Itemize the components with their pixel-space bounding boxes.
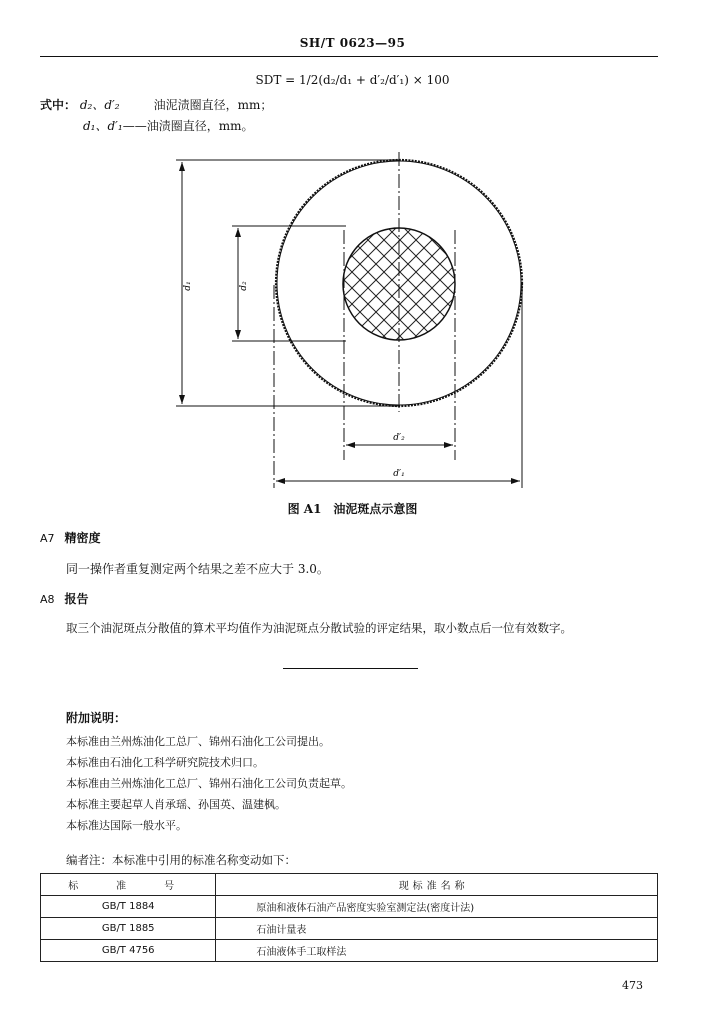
- formula-legend-line2: [83, 117, 253, 134]
- legend-symbols-1: d₂、d′₂: [79, 98, 120, 112]
- cell-standard-no: GB/T 1885: [41, 918, 216, 940]
- formula-legend: [40, 96, 272, 113]
- notes-line: 本标准由石油化工科学研究院技术归口。: [66, 756, 264, 769]
- oil-spot-diagram: [150, 145, 550, 495]
- header-standard-no: 标 准 号: [41, 874, 216, 896]
- section-a7-number: A7: [40, 532, 55, 545]
- notes-list: [66, 731, 352, 836]
- sdt-formula: SDT = 1/2(d₂/d₁ + d′₂/d′₁) × 100: [255, 73, 450, 87]
- section-a7-title: 精密度: [64, 531, 101, 545]
- table-header-row: [41, 874, 658, 896]
- section-a8-title: 报告: [64, 592, 89, 606]
- label-d2p: d′₂: [393, 433, 405, 443]
- section-a8-body: 取三个油泥斑点分散值的算术平均值作为油泥斑点分散试验的评定结果，取小数点后一位有效数字。: [66, 621, 572, 635]
- cell-standard-name: 原油和液体石油产品密度实验室测定法(密度计法): [216, 896, 658, 918]
- end-rule: [283, 668, 418, 669]
- cell-standard-name: 石油计量表: [216, 918, 658, 940]
- legend-desc-1: 油泥渍圈直径，mm；: [153, 98, 273, 112]
- standards-table: [40, 873, 658, 962]
- document-code-header: SH/T 0623—95: [299, 36, 406, 50]
- notes-line: 本标准达国际一般水平。: [66, 819, 187, 832]
- notes-title: 附加说明：: [66, 711, 127, 725]
- figure-caption: 图 A1 油泥斑点示意图: [287, 502, 418, 516]
- notes-line: 本标准由兰州炼油化工总厂、锦州石油化工公司负责起草。: [66, 777, 352, 790]
- table-row: [41, 896, 658, 918]
- page-number: 473: [622, 979, 643, 992]
- table-row: [41, 918, 658, 940]
- section-a7-heading: [40, 529, 101, 546]
- cell-standard-name: 石油液体手工取样法: [216, 940, 658, 962]
- legend-desc-2: ——油渍圈直径，mm。: [122, 119, 254, 133]
- table-row: [41, 940, 658, 962]
- section-a8-heading: [40, 590, 89, 607]
- notes-line: 本标准由兰州炼油化工总厂、锦州石油化工公司提出。: [66, 735, 330, 748]
- label-d2: d₂: [239, 281, 249, 291]
- legend-symbols-2: d₁、d′₁: [83, 119, 123, 133]
- cell-standard-no: GB/T 4756: [41, 940, 216, 962]
- header-standard-name: 现标准名称: [216, 874, 658, 896]
- sludge-spot-hatch: [340, 225, 460, 345]
- label-d1p: d′₁: [393, 469, 405, 479]
- section-a8-number: A8: [40, 593, 55, 606]
- header-rule: [40, 56, 658, 57]
- legend-prefix: 式中：: [40, 98, 77, 112]
- section-a7-body: 同一操作者重复测定两个结果之差不应大于 3.0。: [66, 562, 329, 576]
- cell-standard-no: GB/T 1884: [41, 896, 216, 918]
- label-d1: d₁: [183, 281, 193, 291]
- notes-line: 本标准主要起草人肖承瑶、孙国英、温建枫。: [66, 798, 286, 811]
- editor-note: 编者注：本标准中引用的标准名称变动如下：: [66, 853, 296, 867]
